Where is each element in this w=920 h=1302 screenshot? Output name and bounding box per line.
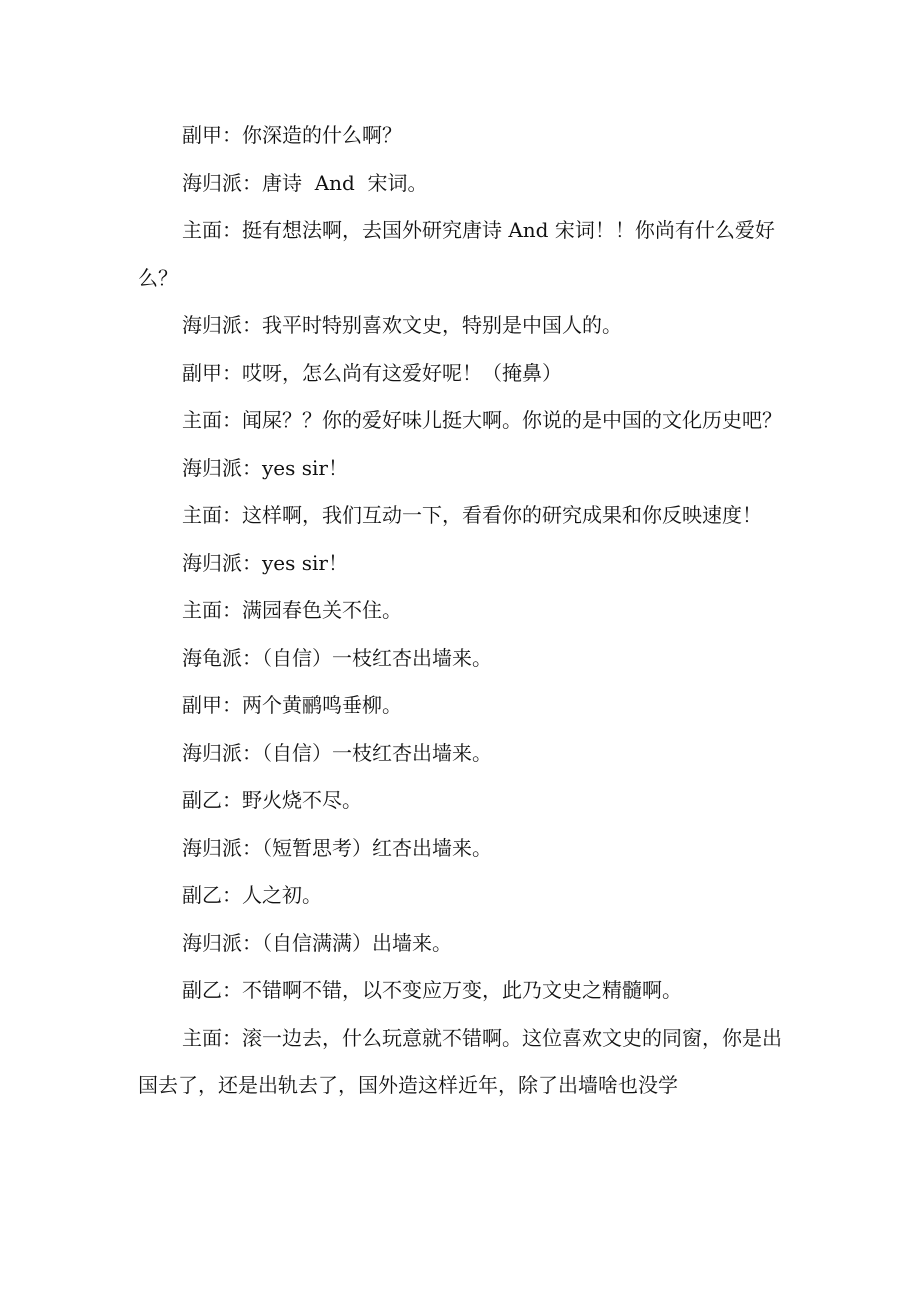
dialogue-line: 副甲：哎呀，怎么尚有这爱好呢！（掩鼻）	[182, 360, 562, 385]
dialogue-line: 副乙：不错啊不错，以不变应万变，此乃文史之精髓啊。	[182, 978, 682, 1002]
dialogue-line: 主面：闻屎？？你的爱好味儿挺大啊。你说的是中国的文化历史吧？	[182, 408, 782, 432]
dialogue-line: 海归派：唐诗 And 宋词。	[182, 170, 428, 195]
dialogue-line: 副乙：人之初。	[182, 883, 322, 907]
dialogue-line: 副乙：野火烧不尽。	[182, 788, 362, 812]
dialogue-line: 主面：满园春色关不住。	[182, 598, 402, 622]
dialogue-line: 海归派：（短暂思考）红杏出墙来。	[182, 835, 492, 860]
dialogue-line: 主面：这样啊，我们互动一下，看看你的研究成果和你反映速度！	[182, 503, 762, 527]
dialogue-line: 海归派：yes sir！	[182, 455, 348, 480]
dialogue-line: 海归派：（自信）一枝红杏出墙来。	[182, 740, 492, 765]
dialogue-line: 海归派：yes sir！	[182, 550, 348, 575]
dialogue-line: 主面：挺有想法啊，去国外研究唐诗 And 宋词！！你尚有什么爱好么？	[138, 218, 775, 290]
dialogue-line: 海龟派：（自信）一枝红杏出墙来。	[182, 645, 492, 670]
document-body	[138, 112, 788, 1110]
dialogue-line: 副甲：两个黄鹂鸣垂柳。	[182, 693, 402, 717]
dialogue-line: 副甲：你深造的什么啊？	[182, 123, 402, 147]
dialogue-line: 海归派：（自信满满）出墙来。	[182, 930, 452, 955]
dialogue-line: 海归派：我平时特别喜欢文史，特别是中国人的。	[182, 313, 622, 337]
dialogue-line: 主面：滚一边去，什么玩意就不错啊。这位喜欢文史的同窗，你是出国去了，还是出轨去了，国外造这样近年，除了出墙啥也没学	[138, 1025, 782, 1097]
